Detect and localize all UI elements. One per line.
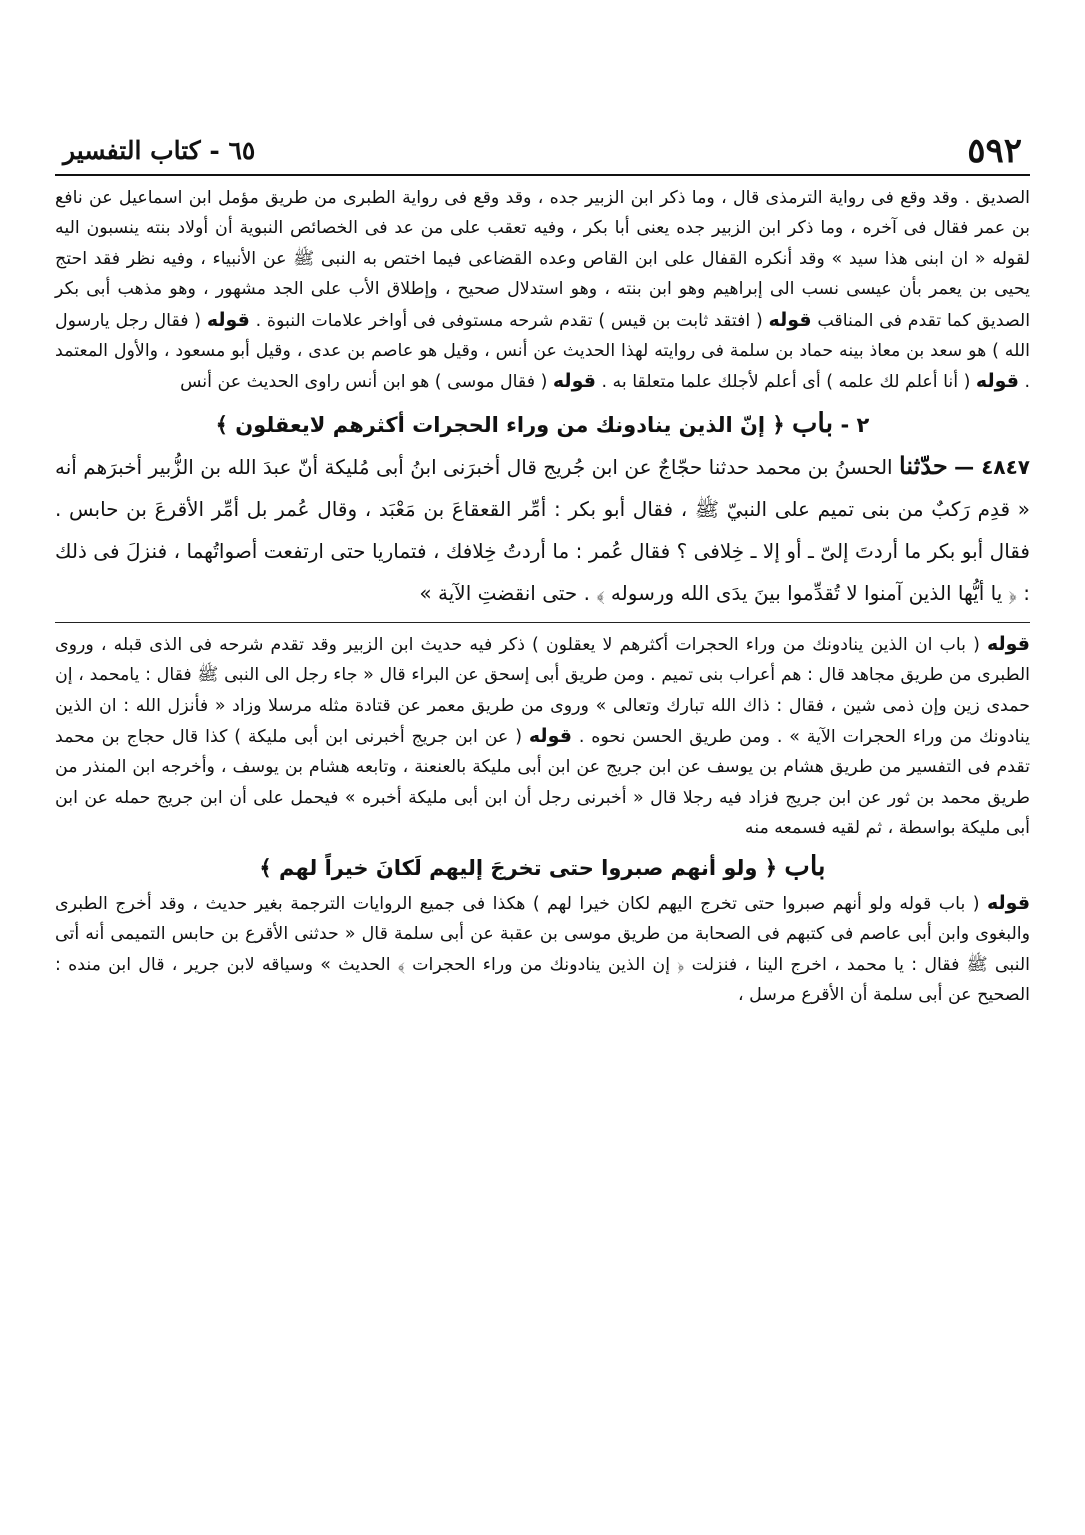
commentary-middle-paragraph: [55, 629, 1030, 844]
qawluhu-marker: قوله: [975, 370, 1019, 393]
running-title: ٦٥ - كتاب التفسير: [63, 136, 256, 165]
qawluhu-marker: قوله: [987, 891, 1031, 914]
bab-word: باب: [792, 407, 834, 439]
haddathana-marker: حدّثنا: [899, 450, 948, 480]
commentary-text: ( فقال رجل يارسول الله ) هو سعد بن معاذ بينه حماد بن سلمة فى روايته لهذا الحديث عن أنس ، وقيل هو عاصم بن عدى ، وقيل أبو مسعود ، والأول المعتمد .: [55, 310, 1030, 393]
commentary-text: ( باب قوله ولو أنهم صبروا حتى تخرج اليهم لكان خيرا لهم ) هكذا فى جميع الروايات الترجمة بغير حديث ، وقد أخرج الطبرى والبغوى وابن أبى عاصم فى كتبهم فى الصحابة من طريق موسى بن عقبة عن أبى سلمة قال « حدثنى الأقرع بن حابس التميمى أنه أتى النبى ﷺ فقال : يا محمد ، اخرج الينا ، فنزلت ﴿ إن الذين ينادونك من وراء الحجرات ﴾ الحديث » وسياقه لابن جرير ، قال ابن منده : الصحيح عن أبى سلمة أن الأقرع مرسل ،: [55, 893, 1030, 1005]
commentary-text: ( أنا أعلم لك علمه ) أى أعلم لأجلك علما متعلقا به .: [601, 372, 971, 393]
commentary-bottom-paragraph: [55, 888, 1030, 1011]
qawluhu-marker: قوله: [528, 725, 572, 748]
qawluhu-marker: قوله: [552, 370, 596, 393]
chapter-number: ٢ -: [840, 412, 870, 437]
hadith-text: [55, 445, 1030, 614]
separator-rule: [55, 622, 1030, 623]
page: [55, 128, 1030, 1010]
qawluhu-marker: قوله: [986, 632, 1030, 655]
page-header: [55, 128, 1030, 176]
chapter-verse: ﴿ إنّ الذين ينادونك من وراء الحجرات أكثرهم لايعقلون ﴾: [215, 412, 785, 437]
commentary-top: [55, 183, 1030, 398]
commentary-text: ( باب ان الذين ينادونك من وراء الحجرات أكثرهم لا يعقلون ) ذكر فيه حديث ابن الزبير وقد تقدم شرحه فى الذى قبله ، وروى الطبرى من طريق مجاهد قال : هم أعراب بنى تميم . ومن طريق أبى إسحق عن البراء قال « جاء رجل الى النبى ﷺ فقال : يامحمد ، إن حمدى زين وإن ذمى شين ، فقال : ذاك الله تبارك وتعالى » وروى من طريق معمر عن قتادة مثله مرسلا وزاد « فأنزل الله : ان الذين ينادونك من وراء الحجرات الآية » . ومن طريق الحسن نحوه .: [55, 634, 1031, 748]
commentary-middle: [55, 629, 1030, 844]
qawluhu-marker: قوله: [206, 308, 250, 331]
chapter-heading-2: [55, 849, 1030, 886]
chapter-heading-1: [55, 406, 1030, 443]
hadith-ending: حتى انقضتِ الآية »: [419, 580, 578, 605]
commentary-bottom: [55, 888, 1030, 1011]
qawluhu-marker: قوله: [768, 308, 812, 331]
commentary-text: الصديق . وقد وقع فى رواية الترمذى قال ، وما ذكر ابن الزبير جده ، وقد وقع فى رواية الطبرى من طريق مؤمل ابن اسماعيل عن نافع بن عمر فقال فى آخره ، وما ذكر ابن الزبير جده يعنى أبا بكر ، وفيه تعقب على من عد فى الخصائص النبوية أن أولاد بنته ينسبون اليه لقوله « ان ابنى هذا سيد » وقد أنكره القفال على ابن القاص وعده القضاعى فيما اختص به النبى ﷺ عن الأنبياء ، وفيه نظر فقد احتج يحيى بن يعمر بأن عيسى نسب الى إبراهيم وهو ابن بنته ، وهو استدلال صحيح ، وإطلاق الأب على الجد مشهور ، وهو مذهب أبى بكر الصديق كما تقدم فى المناقب: [55, 188, 1031, 331]
chapter-verse: ﴿ ولو أنهم صبروا حتى تخرجَ إليهم لَكانَ خيراً لهم ﴾: [259, 855, 778, 880]
commentary-top-paragraph: [55, 183, 1030, 398]
hadith-body: الحسنُ بن محمد حدثنا حجّاجٌ عن ابن جُريج قال أخبرَنى ابنُ أبى مُليكة أنّ عبدَ الله بن الزُّبير أخبرَهم أنه « قدِم رَكبٌ من بنى تميم على النبيّ ﷺ ، فقال أبو بكر : أمِّر القعقاعَ بن مَعْبَد ، وقال عُمر بل أمِّر الأقرعَ بن حابس . فقال أبو بكر ما أردتَ إلىّ ـ أو إلا ـ خِلافى ؟ فقال عُمر : ما أردتُ خِلافك ، فتماريا حتى ارتفعت أصواتُهما ، فنزلَ فى ذلك : ﴿ يا أيُّها الذين آمنوا لا تُقدِّموا بينَ يدَى الله ورسوله ﴾ .: [55, 454, 1030, 605]
commentary-text: ( افتقد ثابت بن قيس ) تقدم شرحه مستوفى فى أواخر علامات النبوة .: [255, 310, 763, 331]
commentary-text: ( فقال موسى ) هو ابن أنس راوى الحديث عن أنس: [180, 372, 548, 393]
bab-word: باب: [784, 850, 826, 882]
page-number: ٥٩٢: [967, 131, 1022, 171]
hadith-number: ٤٨٤٧ —: [954, 454, 1031, 479]
commentary-text: ( عن ابن جريج أخبرنى ابن أبى مليكة ) كذا قال حجاج بن محمد تقدم فى التفسير من طريق هشام بن يوسف عن ابن جريج عن ابن أبى مليكة بالعنعنة ، وتابعه هشام بن يوسف ، وأخرجه ابن المنذر من طريق محمد بن ثور عن ابن جريج فزاد فيه رجلا قال « أخبرنى رجل أن ابن أبى مليكة أخبره » فيحمل على أن ابن جريج حمله عن ابن أبى مليكة بواسطة ، ثم لقيه فسمعه منه: [55, 727, 1030, 839]
